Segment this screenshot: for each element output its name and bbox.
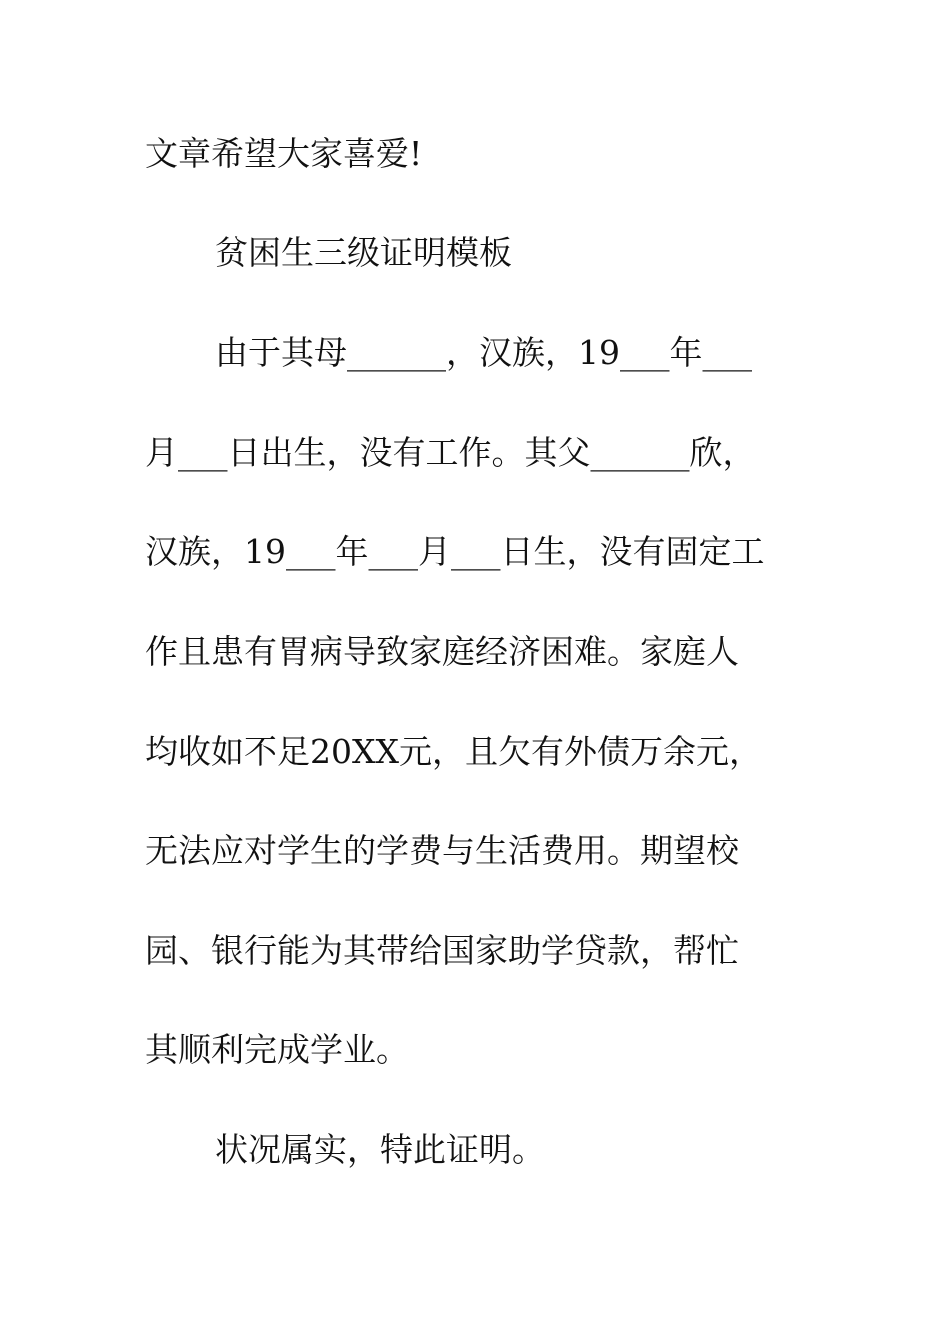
- text-line: 其顺利完成学业。: [145, 1030, 409, 1069]
- text-line: 汉族，19___年___月___日生，没有固定工: [145, 532, 765, 571]
- text-line-intro-end: 文章希望大家喜爱!: [145, 134, 423, 173]
- closing-statement: 状况属实，特此证明。: [215, 1130, 545, 1169]
- text-line: 月___日出生，没有工作。其父______欣，: [145, 433, 756, 472]
- text-line: 均收如不足20XX元，且欠有外债万余元，: [145, 732, 762, 771]
- text-line: 由于其母______，汉族，19___年___: [215, 333, 752, 372]
- document-title: 贫困生三级证明模板: [215, 233, 512, 272]
- text-line: 园、银行能为其带给国家助学贷款，帮忙: [145, 931, 739, 970]
- text-line: 作且患有胃病导致家庭经济困难。家庭人: [145, 632, 739, 671]
- text-line: 无法应对学生的学费与生活费用。期望校: [145, 831, 739, 870]
